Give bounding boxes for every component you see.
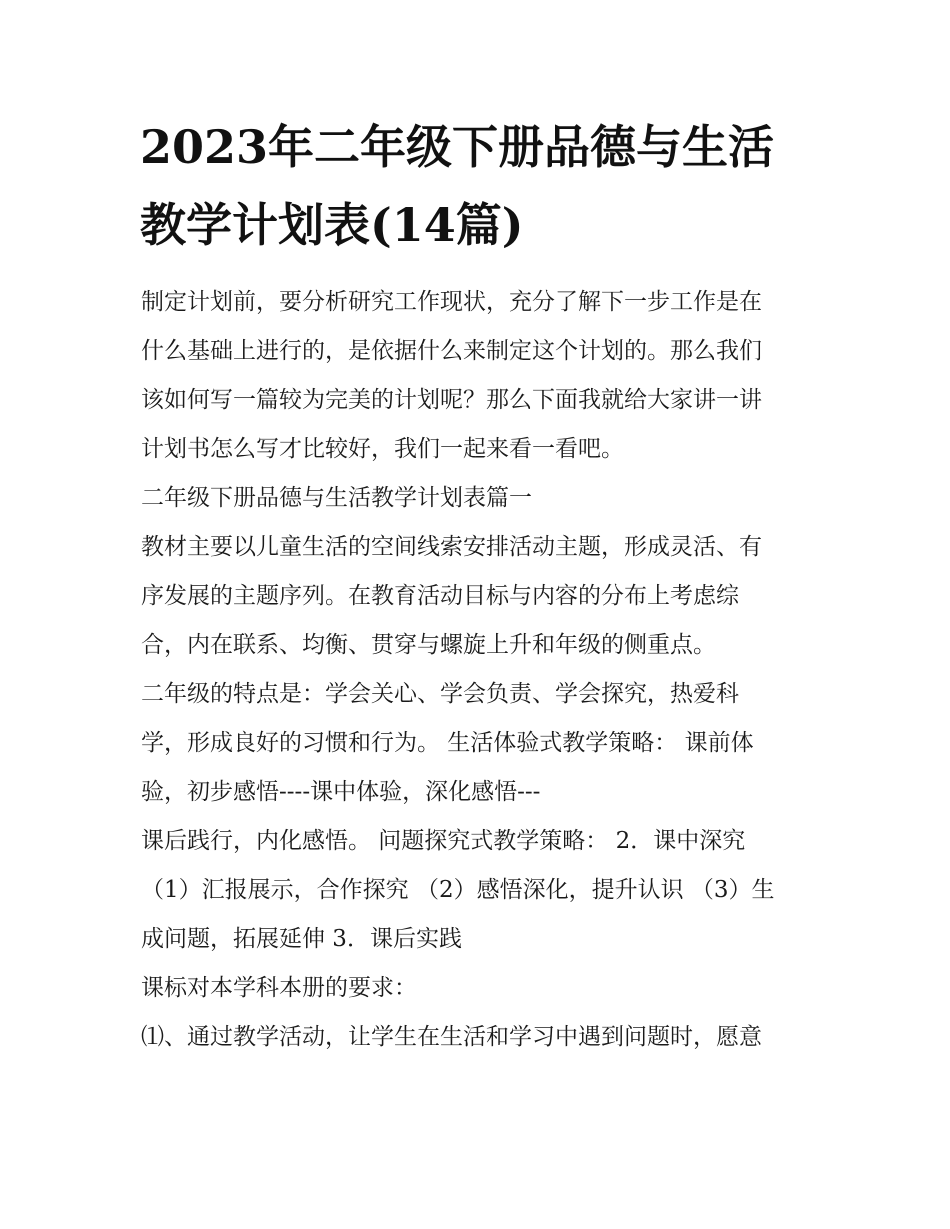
text-line: 二年级的特点是：学会关心、学会负责、学会探究，热爱科 <box>141 681 739 707</box>
document-title <box>140 108 820 264</box>
text-line: 该如何写一篇较为完美的计划呢？那么下面我就给大家讲一讲 <box>141 387 762 413</box>
text-line: 验，初步感悟----课中体验，深化感悟--- <box>141 779 541 805</box>
text-line: 学，形成良好的习惯和行为。 生活体验式教学策略： 课前体 <box>141 730 754 756</box>
intro-paragraph <box>141 278 816 474</box>
body-paragraph <box>141 1013 816 1062</box>
body-paragraph <box>141 670 816 817</box>
text-line: 课标对本学科本册的要求： <box>141 975 417 1001</box>
text-line: （1）汇报展示，合作探究 （2）感悟深化，提升认识 （3）生 <box>141 877 775 903</box>
document-body <box>141 278 816 1062</box>
text-line: 制定计划前，要分析研究工作现状，充分了解下一步工作是在 <box>141 289 762 315</box>
title-line-1: 2023年二年级下册品德与生活 <box>140 120 775 174</box>
text-line: 成问题，拓展延伸 3．课后实践 <box>141 926 462 952</box>
text-line: 课后践行，内化感悟。 问题探究式教学策略： 2．课中深究 <box>141 828 746 854</box>
body-paragraph <box>141 817 816 964</box>
text-line: 什么基础上进行的，是依据什么来制定这个计划的。那么我们 <box>141 338 762 364</box>
text-line: 计划书怎么写才比较好，我们一起来看一看吧。 <box>141 436 624 462</box>
section-heading <box>141 474 816 523</box>
body-paragraph <box>141 964 816 1013</box>
text-line: 合，内在联系、均衡、贯穿与螺旋上升和年级的侧重点。 <box>141 632 716 658</box>
title-line-2: 教学计划表(14篇) <box>140 198 524 252</box>
body-paragraph <box>141 523 816 670</box>
text-line: 二年级下册品德与生活教学计划表篇一 <box>141 485 532 511</box>
text-line: ⑴、通过教学活动，让学生在生活和学习中遇到问题时，愿意 <box>141 1024 762 1050</box>
text-line: 序发展的主题序列。在教育活动目标与内容的分布上考虑综 <box>141 583 739 609</box>
text-line: 教材主要以儿童生活的空间线索安排活动主题，形成灵活、有 <box>141 534 762 560</box>
